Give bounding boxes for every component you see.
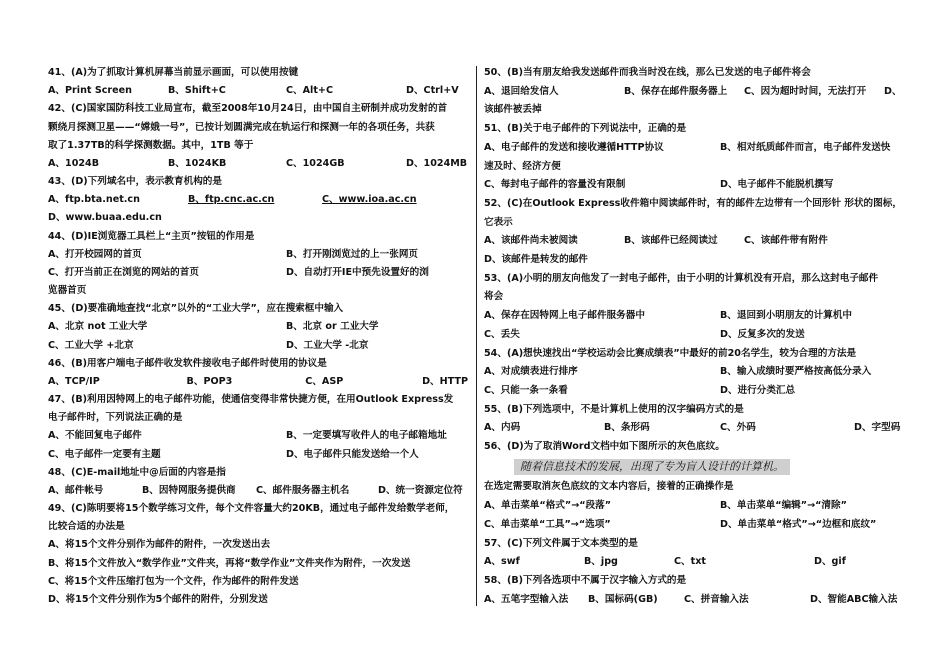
option-c: C、单击菜单“工具”→“选项” (484, 518, 611, 530)
option-d: D、Ctrl+V (406, 85, 459, 97)
option-b: B、一定要填写收件人的电子邮箱地址 (286, 430, 447, 442)
shaded-sample-line (484, 459, 904, 475)
options-50 (484, 85, 904, 98)
question-42-line3: 取了1.37TB的科学探测数据。其中，1TB 等于 (48, 139, 254, 151)
question-53: 53、(A)小明的朋友向他发了一封电子邮件，由于小明的计算机没有开启，那么这封电子邮件 (484, 272, 879, 284)
option-c: C、txt (674, 556, 706, 568)
options-52 (484, 234, 904, 247)
question-50: 50、(B)当有朋友给我发送邮件而我当时没在线，那么已发送的电子邮件将会 (484, 67, 811, 78)
option-b: B、北京 or 工业大学 (286, 321, 379, 333)
option-a: A、ftp.bta.net.cn (48, 194, 140, 206)
options-45-cd (48, 339, 468, 352)
option-a: A、退回给发信人 (484, 85, 559, 97)
option-b: B、输入成绩时要严格按高低分录入 (720, 366, 872, 378)
options-45-ab (48, 320, 468, 333)
question-46: 46、(B)用客户端电子邮件收发软件接收电子邮件时使用的协议是 (48, 357, 327, 369)
option-c: C、邮件服务器主机名 (256, 484, 350, 496)
option-a: A、电子邮件的发送和接收遵循HTTP协议 (484, 141, 664, 153)
options-42 (48, 157, 468, 170)
options-53-cd (484, 328, 904, 341)
option-b: B、1024KB (168, 157, 227, 169)
question-47: 47、(B)利用因特网上的电子邮件功能，使通信变得非常快捷方便，在用Outlook Express发 (48, 394, 454, 406)
option-c: C、打开当前正在浏览的网站的首页 (48, 266, 199, 278)
option-b-49: B、将15个文件放入“数学作业”文件夹，再将“数学作业”文件夹作为附件，一次发送 (48, 557, 411, 569)
question-56: 56、(D)为了取消Word文档中如下图所示的灰色底纹。 (484, 441, 725, 453)
option-d: D、单击菜单“格式”→“边框和底纹” (720, 518, 877, 530)
option-a: A、TCP/IP (48, 375, 100, 387)
options-48 (48, 484, 468, 497)
option-44-continuation: 览器首页 (48, 285, 87, 297)
question-48: 48、(C)E-mail地址中@后面的内容是指 (48, 466, 226, 478)
options-58 (484, 593, 904, 606)
column-divider (476, 66, 477, 606)
options-44-ab (48, 248, 468, 261)
option-a-49: A、将15个文件分别作为邮件的附件，一次发送出去 (48, 539, 271, 551)
option-c-49: C、将15个文件压缩打包为一个文件，作为邮件的附件发送 (48, 575, 299, 587)
option-c: C、www.ioa.ac.cn (322, 194, 417, 206)
option-a: A、不能回复电子邮件 (48, 430, 142, 442)
option-b: B、jpg (584, 556, 618, 568)
option-a: A、邮件帐号 (48, 484, 104, 496)
question-52: 52、(C)在Outlook Express收件箱中阅读邮件时，有的邮件左边带有一个回形针 形状的图标， (484, 197, 902, 209)
question-55: 55、(B)下列选项中，不是计算机上使用的汉字编码方式的是 (484, 403, 744, 415)
options-53-ab (484, 309, 904, 322)
question-52-line2: 它表示 (484, 216, 513, 228)
option-50-continuation: 该邮件被丢掉 (484, 104, 542, 116)
option-d: D、统一资源定位符 (378, 484, 463, 496)
option-c: C、拼音输入法 (684, 593, 749, 605)
option-c: C、丢失 (484, 328, 520, 340)
option-51-continuation: 速及时、经济方便 (484, 160, 561, 172)
option-b: B、保存在邮件服务器上 (624, 85, 728, 97)
options-54-ab (484, 365, 904, 378)
option-c: C、Alt+C (286, 85, 334, 97)
option-d: D、反复多次的发送 (720, 328, 805, 340)
option-a: A、北京 not 工业大学 (48, 321, 148, 333)
question-44: 44、(D)IE浏览器工具栏上“主页”按钮的作用是 (48, 230, 255, 242)
options-41 (48, 84, 468, 97)
question-45: 45、(D)要准确地查找“北京”以外的“工业大学”，应在搜索框中输入 (48, 303, 344, 315)
options-56-ab (484, 499, 904, 512)
option-a: A、对成绩表进行排序 (484, 366, 578, 378)
option-b: B、因特网服务提供商 (142, 484, 236, 496)
option-d: D、自动打开IE中预先设置好的浏 (286, 266, 429, 278)
option-b: B、该邮件已经阅读过 (624, 235, 718, 247)
option-d-52: D、该邮件是转发的邮件 (484, 254, 588, 266)
option-d: D、gif (814, 556, 846, 568)
right-column (484, 66, 904, 606)
option-a: A、swf (484, 556, 520, 568)
option-a: A、五笔字型输入法 (484, 593, 569, 605)
option-d-43: D、www.buaa.edu.cn (48, 212, 162, 224)
option-d: D、 (884, 85, 902, 97)
option-a: A、1024B (48, 157, 100, 169)
option-d: D、1024MB (406, 157, 468, 169)
question-57: 57、(C)下列文件属于文本类型的是 (484, 537, 638, 549)
question-41: 41、(A)为了抓取计算机屏幕当前显示画面，可以使用按键 (48, 67, 299, 78)
option-a: A、保存在因特网上电子邮件服务器中 (484, 310, 645, 322)
options-56-cd (484, 518, 904, 531)
options-43 (48, 193, 468, 206)
option-a: A、单击菜单“格式”→“段落” (484, 500, 612, 512)
option-d: D、智能ABC输入法 (810, 593, 898, 605)
option-d: D、进行分类汇总 (720, 384, 796, 396)
question-54: 54、(A)想快速找出“学校运动会比赛成绩表”中最好的前20名学生，较为合理的方法是 (484, 347, 857, 359)
question-51: 51、(B)关于电子邮件的下列说法中，正确的是 (484, 123, 687, 135)
option-b: B、国标码(GB) (588, 593, 658, 605)
question-49: 49、(C)陈明要将15个数学练习文件，每个文件容量大约20KB，通过电子邮件发给数学老师， (48, 503, 455, 515)
option-d: D、工业大学 -北京 (286, 339, 369, 351)
option-b: B、单击菜单“编辑”→“清除” (720, 500, 847, 512)
question-42: 42、(C)国家国防科技工业局宣布，截至2008年10月24日，由中国自主研制并成功发射的首 (48, 103, 448, 115)
option-b: B、打开刚浏览过的上一张网页 (286, 248, 419, 260)
options-44-cd (48, 266, 468, 279)
option-d: D、电子邮件不能脱机撰写 (720, 179, 834, 191)
options-47-ab (48, 429, 468, 442)
gray-shaded-text: 随着信息技术的发展，出现了专为盲人设计的计算机。 (514, 459, 790, 475)
option-a: A、内码 (484, 422, 521, 434)
question-56-prompt: 在选定需要取消灰色底纹的文本内容后，接着的正确操作是 (484, 481, 734, 493)
option-b: B、条形码 (604, 422, 650, 434)
option-d: D、字型码 (854, 422, 901, 434)
question-58: 58、(B)下列各选项中不属于汉字输入方式的是 (484, 574, 687, 586)
option-c: C、外码 (720, 422, 756, 434)
option-c: C、因为超时时间，无法打开 (744, 85, 867, 97)
options-51-cd (484, 178, 904, 191)
option-c: C、电子邮件一定要有主题 (48, 448, 161, 460)
option-b: B、ftp.cnc.ac.cn (188, 194, 275, 206)
option-c: C、只能一条一条看 (484, 384, 568, 396)
option-d: D、HTTP (422, 375, 468, 387)
option-b: B、相对纸质邮件而言，电子邮件发送快 (720, 141, 891, 153)
option-c: C、1024GB (286, 157, 345, 169)
option-c: C、每封电子邮件的容量没有限制 (484, 179, 626, 191)
left-column (48, 66, 468, 606)
option-d-49: D、将15个文件分别作为5个邮件的附件，分别发送 (48, 593, 268, 605)
question-43: 43、(D)下列域名中，表示教育机构的是 (48, 176, 222, 188)
question-53-line2: 将会 (484, 291, 504, 303)
options-57 (484, 555, 904, 568)
option-a: A、Print Screen (48, 85, 132, 97)
option-d: D、电子邮件只能发送给一个人 (286, 448, 419, 460)
question-49-line2: 比较合适的办法是 (48, 521, 125, 533)
option-b: B、退回到小明朋友的计算机中 (720, 310, 853, 322)
options-55 (484, 421, 904, 434)
option-c: C、该邮件带有附件 (744, 235, 828, 247)
option-b: B、Shift+C (168, 85, 226, 97)
option-c: C、ASP (305, 375, 344, 387)
options-46 (48, 375, 468, 388)
option-a: A、打开校园网的首页 (48, 248, 142, 260)
question-42-line2: 颗绕月探测卫星——“嫦娥一号”，已按计划圆满完成在轨运行和探测一年的各项任务，共获 (48, 121, 435, 133)
question-47-line2: 电子邮件时，下列说法正确的是 (48, 412, 183, 424)
options-51-ab (484, 141, 904, 154)
option-c: C、工业大学 +北京 (48, 339, 134, 351)
option-a: A、该邮件尚未被阅读 (484, 235, 578, 247)
options-54-cd (484, 384, 904, 397)
option-b: B、POP3 (186, 375, 233, 387)
options-47-cd (48, 448, 468, 461)
